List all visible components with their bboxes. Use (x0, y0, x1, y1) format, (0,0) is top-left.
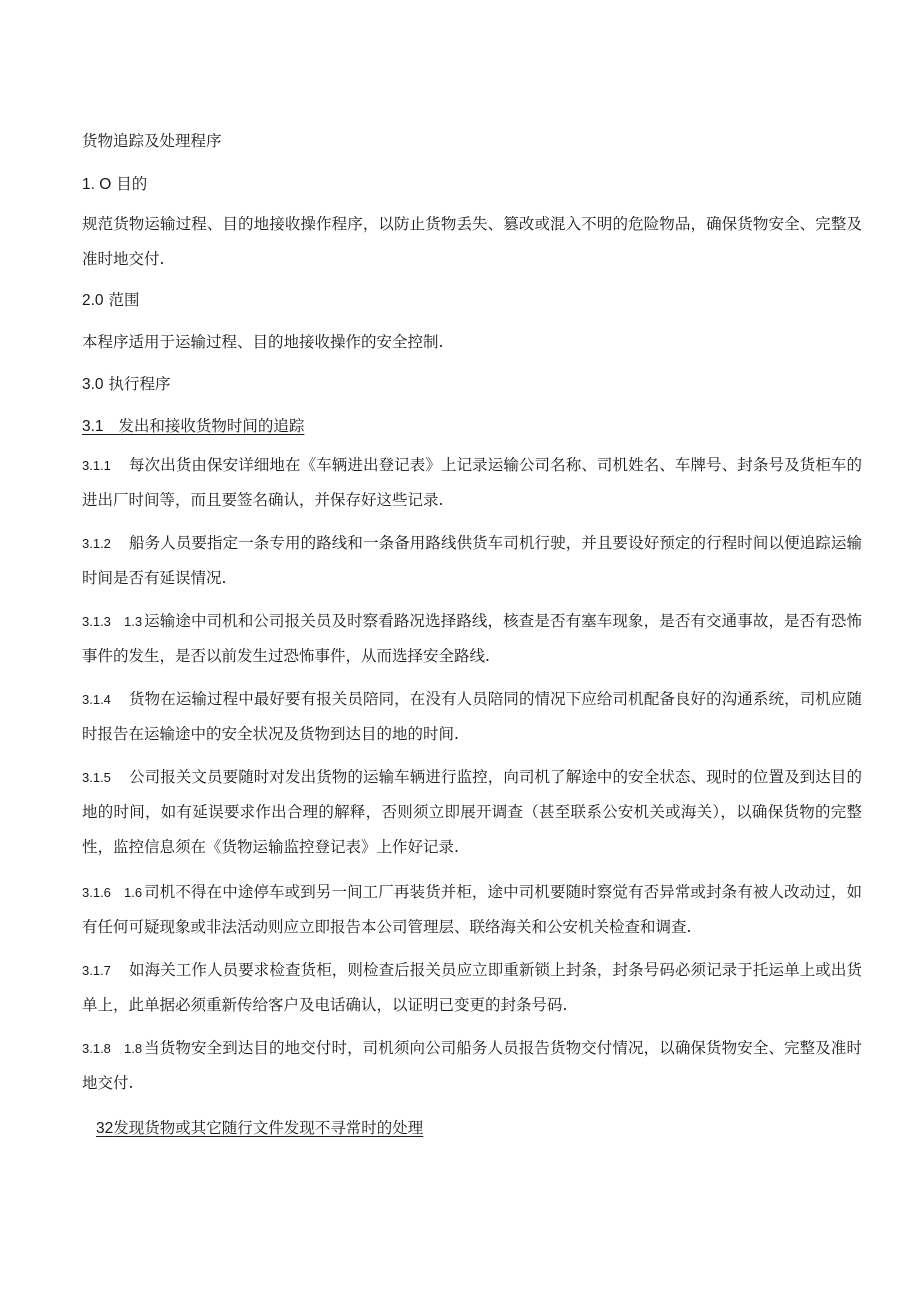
list-item (82, 1031, 862, 1101)
section-1-title: 目的 (116, 175, 148, 193)
item-text: 运输途中司机和公司报关员及时察看路况选择路线，核查是否有塞车现象，是否有交通事故，是否有恐怖事件的发生，是否以前发生过恐怖事件，从而选择安全路线. (82, 612, 862, 665)
item-number: 3.1.7 (82, 963, 111, 978)
item-text: 货物在运输过程中最好要有报关员陪同，在没有人员陪同的情况下应给司机配备良好的沟通系统，司机应随时报告在运输途中的安全状况及货物到达目的地的时间. (82, 690, 862, 743)
item-number: 3.1.6 (82, 885, 111, 900)
item-text: 公司报关文员要随时对发出货物的运输车辆进行监控，向司机了解途中的安全状态、现时的位置及到达目的地的时间，如有延误要求作出合理的解释，否则须立即展开调查（甚至联系公安机关或海关），以确保货物的完整性，监控信息须在《货物运输监控登记表》上作好记录. (82, 768, 862, 856)
section-1-body: 规范货物运输过程、目的地接收操作程序，以防止货物丢失、篡改或混入不明的危险物品，确保货物安全、完整及准时地交付. (82, 215, 862, 268)
item-text: 司机不得在中途停车或到另一间工厂再装货并柜，途中司机要随时察觉有否异常或封条有被人改动过，如有任何可疑现象或非法活动则应立即报告本公司管理层、联络海关和公安机关检查和调查. (82, 883, 862, 936)
section-1-heading (82, 174, 147, 195)
section-2-title: 范围 (108, 291, 140, 309)
item-text: 如海关工作人员要求检查货柜，则检查后报关员应立即重新锁上封条，封条号码必须记录于托运单上或出货单上，此单据必须重新传给客户及电话确认，以证明已变更的封条号码. (82, 961, 862, 1014)
item-number: 3.1.3 (82, 614, 111, 629)
section-2-body: 本程序适用于运输过程、目的地接收操作的安全控制. (82, 333, 444, 351)
item-number: 3.1.4 (82, 692, 111, 707)
section-3-2-number: 32 (96, 1120, 114, 1137)
section-3-number: 3.0 (82, 376, 104, 393)
item-text: 当货物安全到达目的地交付时，司机须向公司船务人员报告货物交付情况，以确保货物安全、完整及准时地交付. (82, 1039, 862, 1092)
section-3-title: 执行程序 (108, 375, 171, 393)
item-number: 3.1.5 (82, 770, 111, 785)
list-item (82, 760, 862, 865)
section-1-number: 1. O (82, 176, 112, 193)
list-item (82, 448, 862, 518)
item-number: 3.1.2 (82, 536, 111, 551)
section-3-1-heading (82, 416, 304, 437)
item-number: 3.1.1 (82, 458, 111, 473)
section-2-number: 2.0 (82, 292, 104, 309)
item-sub-number: 1.6 (124, 885, 143, 900)
list-item (82, 682, 862, 752)
item-text: 每次出货由保安详细地在《车辆进出登记表》上记录运输公司名称、司机姓名、车牌号、封条号及货柜车的进出厂时间等，而且要签名确认，并保存好这些记录. (82, 456, 862, 509)
list-item (82, 526, 862, 596)
item-text: 船务人员要指定一条专用的路线和一条备用路线供货车司机行驶，并且要设好预定的行程时间以便追踪运输时间是否有延误情况. (82, 534, 862, 587)
section-3-2-title: 发现货物或其它随行文件发现不寻常时的处理 (113, 1119, 424, 1137)
section-3-2-heading (96, 1118, 423, 1139)
list-item (82, 875, 862, 945)
section-3-1-number: 3.1 (82, 418, 104, 435)
section-3-heading (82, 374, 171, 395)
list-item (82, 953, 862, 1023)
document-title: 货物追踪及处理程序 (82, 132, 222, 150)
item-sub-number: 1.3 (124, 614, 143, 629)
section-2-heading (82, 290, 140, 311)
item-number: 3.1.8 (82, 1041, 111, 1056)
item-sub-number: 1.8 (124, 1041, 143, 1056)
list-item (82, 604, 862, 674)
section-3-1-title: 发出和接收货物时间的追踪 (118, 417, 305, 435)
